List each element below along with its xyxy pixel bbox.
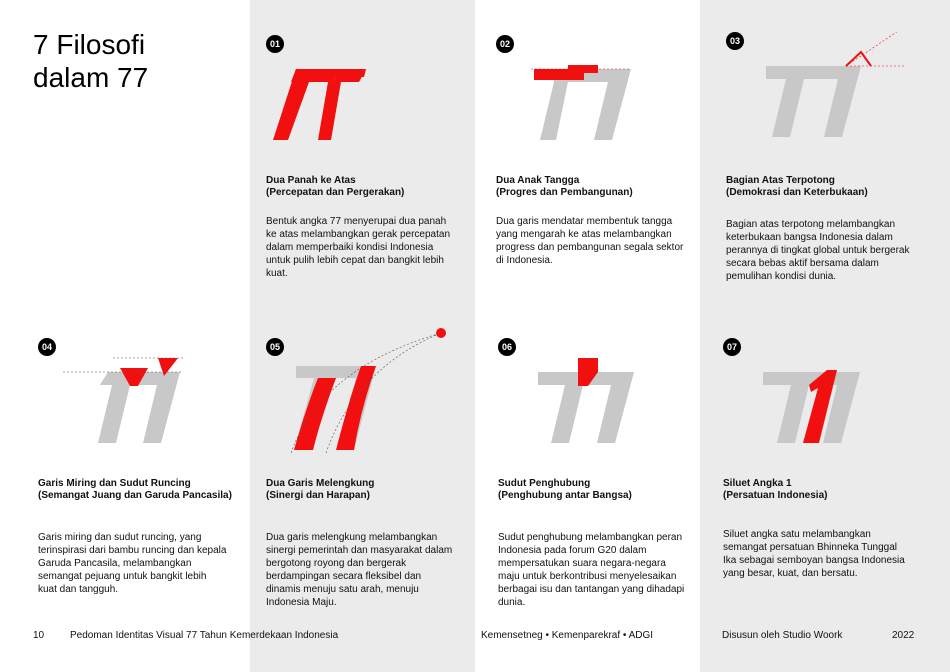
item-number: 03 (726, 32, 744, 50)
item-description: Bentuk angka 77 menyerupai dua panah ke atas melambangkan gerak percepatan dalam memperbaiki kondisi Indonesia untuk pulih lebih cepat dan bangkit lebih kuat. (266, 216, 451, 279)
philosophy-item-04 (38, 338, 253, 638)
logo-77-silhouette-1-illustration (723, 338, 938, 468)
logo-77-cut-top-illustration (726, 32, 941, 162)
item-number: 01 (266, 35, 284, 53)
logo-77-slant-illustration (38, 338, 253, 468)
footer-page-number: 10 (33, 630, 45, 641)
item-number: 02 (496, 35, 514, 53)
philosophy-item-01 (266, 35, 481, 335)
logo-77-red-illustration (266, 35, 481, 165)
logo-77-steps-illustration (496, 35, 711, 165)
item-description: Sudut penghubung melambangkan peran Indonesia pada forum G20 dalam mempersatukan suara negara-negara maju untuk berkontribusi menyelesaikan berbagai isu dan tantangan yang dihadapi dunia. (498, 532, 685, 608)
item-heading: Dua Panah ke Atas (Percepatan dan Pergerakan) (266, 175, 405, 198)
logo-77-curves-illustration (266, 328, 481, 463)
item-heading: Siluet Angka 1 (Persatuan Indonesia) (723, 478, 828, 501)
item-heading: Sudut Penghubung (Penghubung antar Bangsa) (498, 478, 632, 501)
philosophy-item-05 (266, 338, 481, 638)
item-number: 07 (723, 338, 741, 356)
footer-credit: Disusun oleh Studio Woork (722, 630, 843, 641)
item-heading: Bagian Atas Terpotong (Demokrasi dan Keterbukaan) (726, 175, 868, 198)
item-description: Garis miring dan sudut runcing, yang terinspirasi dari bambu runcing dan kepala Garuda Pancasila, melambangkan semangat pejuang untuk bangkit lebih kuat dan tangguh. (38, 532, 227, 595)
logo-77-connector-illustration (498, 338, 713, 468)
item-heading: Dua Garis Melengkung (Sinergi dan Harapan) (266, 478, 375, 501)
item-description: Siluet angka satu melambangkan semangat persatuan Bhinneka Tunggal Ika sebagai semboyan bangsa Indonesia yang besar, kuat, dan bersatu. (723, 529, 905, 579)
item-heading: Dua Anak Tangga (Progres dan Pembangunan) (496, 175, 633, 198)
item-number: 05 (266, 338, 284, 356)
page-title: 7 Filosofi dalam 77 (33, 29, 149, 93)
item-description: Bagian atas terpotong melambangkan keterbukaan bangsa Indonesia dalam perannya di tingkat global untuk bergerak secara bebas aktif bersama dalam pemulihan kondisi dunia. (726, 219, 910, 282)
item-number: 04 (38, 338, 56, 356)
item-description: Dua garis mendatar membentuk tangga yang mengarah ke atas melambangkan progress dan pembangunan segala sektor di Indonesia. (496, 216, 684, 266)
item-description: Dua garis melengkung melambangkan sinergi pemerintah dan masyarakat dalam bergotong royong dan bergerak berdampingan secara fleksibel dan dinamis menuju satu arah, menuju Indonesia Maju. (266, 532, 453, 608)
philosophy-item-03 (726, 32, 941, 332)
item-number: 06 (498, 338, 516, 356)
philosophy-item-07 (723, 338, 938, 638)
item-heading: Garis Miring dan Sudut Runcing (Semangat Juang dan Garuda Pancasila) (38, 478, 232, 501)
footer-year: 2022 (892, 630, 915, 641)
footer-doc-title: Pedoman Identitas Visual 77 Tahun Kemerdekaan Indonesia (70, 630, 339, 641)
philosophy-item-02 (496, 35, 711, 335)
philosophy-item-06 (498, 338, 713, 638)
footer-orgs: Kemensetneg • Kemenparekraf • ADGI (481, 630, 654, 641)
